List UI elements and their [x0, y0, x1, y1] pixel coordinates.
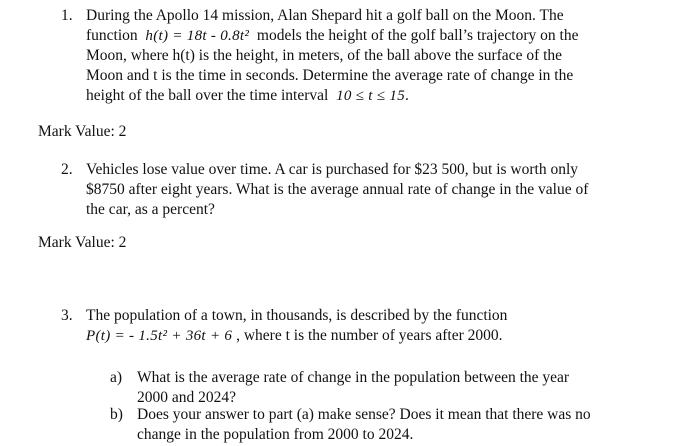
part-b-text — [137, 405, 591, 445]
question-1-line-2-text: models the height of the golf ball’s trajectory on the — [256, 27, 579, 44]
part-b-line-2: change in the population from 2000 to 2024. — [137, 426, 414, 443]
question-3-line-2-text: , where t is the number of years after 2000. — [236, 327, 503, 344]
question-1-text — [86, 6, 578, 106]
question-1-line-1: During the Apollo 14 mission, Alan Shepard hit a golf ball on the Moon. The — [86, 7, 564, 24]
question-3-number: 3. — [61, 307, 73, 324]
question-1-line-5-text: height of the ball over the time interval — [86, 87, 329, 104]
mark-value-1: Mark Value: 2 — [38, 123, 127, 140]
question-1-line-2 — [86, 26, 578, 46]
question-3-line-1: The population of a town, in thousands, is described by the function — [86, 307, 508, 324]
question-3-line-2 — [86, 326, 507, 346]
question-3-text — [86, 306, 507, 346]
question-1-line-4: Moon and t is the time in seconds. Determine the average rate of change in the — [86, 67, 574, 84]
question-1-interval-expression: 10 ≤ t ≤ 15 — [336, 88, 406, 104]
question-2-line-1: Vehicles lose value over time. A car is purchased for $23 500, but is worth only — [86, 161, 579, 178]
part-b-line-1: Does your answer to part (a) make sense? Does it mean that there was no — [137, 406, 591, 423]
part-b-label: b) — [110, 406, 123, 423]
question-1-function-expression: h(t) = 18t - 0.8t² — [145, 28, 250, 44]
question-1-line-3: Moon, where h(t) is the height, in meters, of the ball above the surface of the — [86, 47, 563, 64]
question-1-line-5 — [86, 86, 578, 106]
question-3-function-expression: P(t) = - 1.5t² + 36t + 6 — [86, 328, 233, 344]
question-1-interval-end: . — [405, 87, 409, 104]
question-2-text — [86, 160, 588, 220]
mark-value-2: Mark Value: 2 — [38, 234, 127, 251]
question-1-number: 1. — [61, 7, 73, 24]
part-a-label: a) — [110, 369, 123, 386]
question-2-number: 2. — [61, 161, 73, 178]
question-2-line-2: $8750 after eight years. What is the average annual rate of change in the value of — [86, 181, 589, 198]
part-a-line-2: 2000 and 2024? — [137, 389, 237, 406]
part-a-line-1: What is the average rate of change in the population between the year — [137, 369, 570, 386]
question-1-function-prefix: function — [86, 27, 138, 44]
question-2-line-3: the car, as a percent? — [86, 201, 215, 218]
part-a-text — [137, 368, 569, 408]
